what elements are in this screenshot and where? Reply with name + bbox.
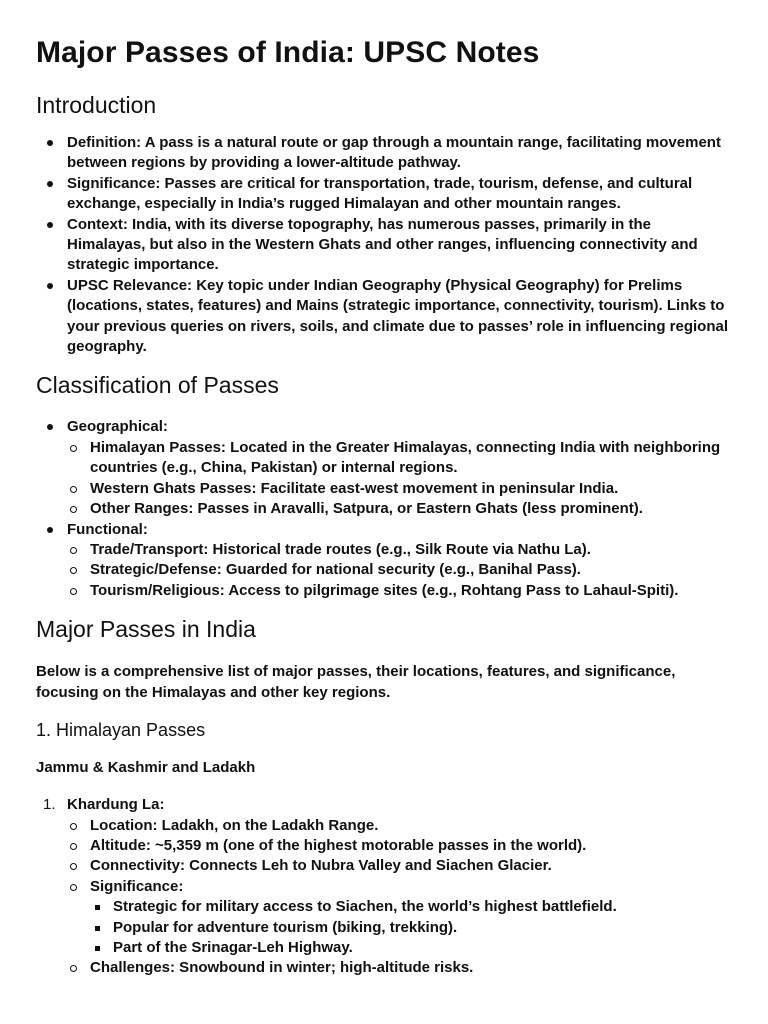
list-item: Part of the Srinagar-Leh Highway. <box>90 938 732 958</box>
list-item: Definition: A pass is a natural route or gap through a mountain range, facilitating movement between regions by providing a lower-altitude pathway. <box>36 133 732 174</box>
list-item: Trade/Transport: Historical trade routes (e.g., Silk Route via Nathu La). <box>67 540 732 560</box>
passes-list <box>36 795 732 979</box>
major-passes-intro: Below is a comprehensive list of major passes, their locations, features, and significance, focusing on the Himalayas and other key regions. <box>36 663 676 702</box>
significance-label: Significance: <box>90 877 184 895</box>
himalayan-passes-heading: 1. Himalayan Passes <box>36 720 206 741</box>
list-item: Strategic/Defense: Guarded for national security (e.g., Banihal Pass). <box>67 560 732 580</box>
pass-altitude: Altitude: ~5,359 m (one of the highest motorable passes in the world). <box>67 836 732 856</box>
significance-list <box>90 897 732 958</box>
list-item: Western Ghats Passes: Facilitate east-west movement in peninsular India. <box>67 479 732 499</box>
page-title: Major Passes of India: UPSC Notes <box>36 36 540 69</box>
classification-list <box>36 417 732 601</box>
region-heading: Jammu & Kashmir and Ladakh <box>36 759 256 777</box>
list-item: Strategic for military access to Siachen, the world’s highest battlefield. <box>90 897 732 917</box>
introduction-list <box>36 133 732 357</box>
list-item: Significance: Passes are critical for transportation, trade, tourism, defense, and cultural exchange, especially in India’s rugged Himalayan and other mountain ranges. <box>36 174 732 215</box>
introduction-heading: Introduction <box>36 92 157 118</box>
list-item: Other Ranges: Passes in Aravalli, Satpura, or Eastern Ghats (less prominent). <box>67 499 732 519</box>
sub-list <box>67 438 732 520</box>
classification-heading: Classification of Passes <box>36 372 279 399</box>
group-label: Functional: <box>67 520 148 538</box>
major-passes-heading: Major Passes in India <box>36 616 256 643</box>
pass-details <box>67 816 732 979</box>
list-item: Himalayan Passes: Located in the Greater Himalayas, connecting India with neighboring countries (e.g., China, Pakistan) or internal regions. <box>67 438 732 479</box>
sub-list <box>67 540 732 601</box>
pass-number: 1. <box>43 796 56 814</box>
list-item: Popular for adventure tourism (biking, trekking). <box>90 918 732 938</box>
list-item: Tourism/Religious: Access to pilgrimage sites (e.g., Rohtang Pass to Lahaul-Spiti). <box>67 581 732 601</box>
pass-challenges: Challenges: Snowbound in winter; high-altitude risks. <box>67 958 732 978</box>
pass-name: Khardung La: <box>67 796 165 814</box>
pass-connectivity: Connectivity: Connects Leh to Nubra Valley and Siachen Glacier. <box>67 856 732 876</box>
list-item: UPSC Relevance: Key topic under Indian Geography (Physical Geography) for Prelims (locations, states, features) and Mains (strategic importance, connectivity, tourism). Links to your previous queries on rivers, soils, and climate due to passes’ role in influencing regional geography. <box>36 276 732 358</box>
pass-significance <box>67 877 732 959</box>
pass-item <box>36 795 732 979</box>
group-label: Geographical: <box>67 418 168 436</box>
list-item <box>36 417 732 519</box>
pass-location: Location: Ladakh, on the Ladakh Range. <box>67 816 732 836</box>
list-item <box>36 520 732 602</box>
list-item: Context: India, with its diverse topography, has numerous passes, primarily in the Himalayas, but also in the Western Ghats and other ranges, influencing connectivity and strategic importance. <box>36 215 732 276</box>
